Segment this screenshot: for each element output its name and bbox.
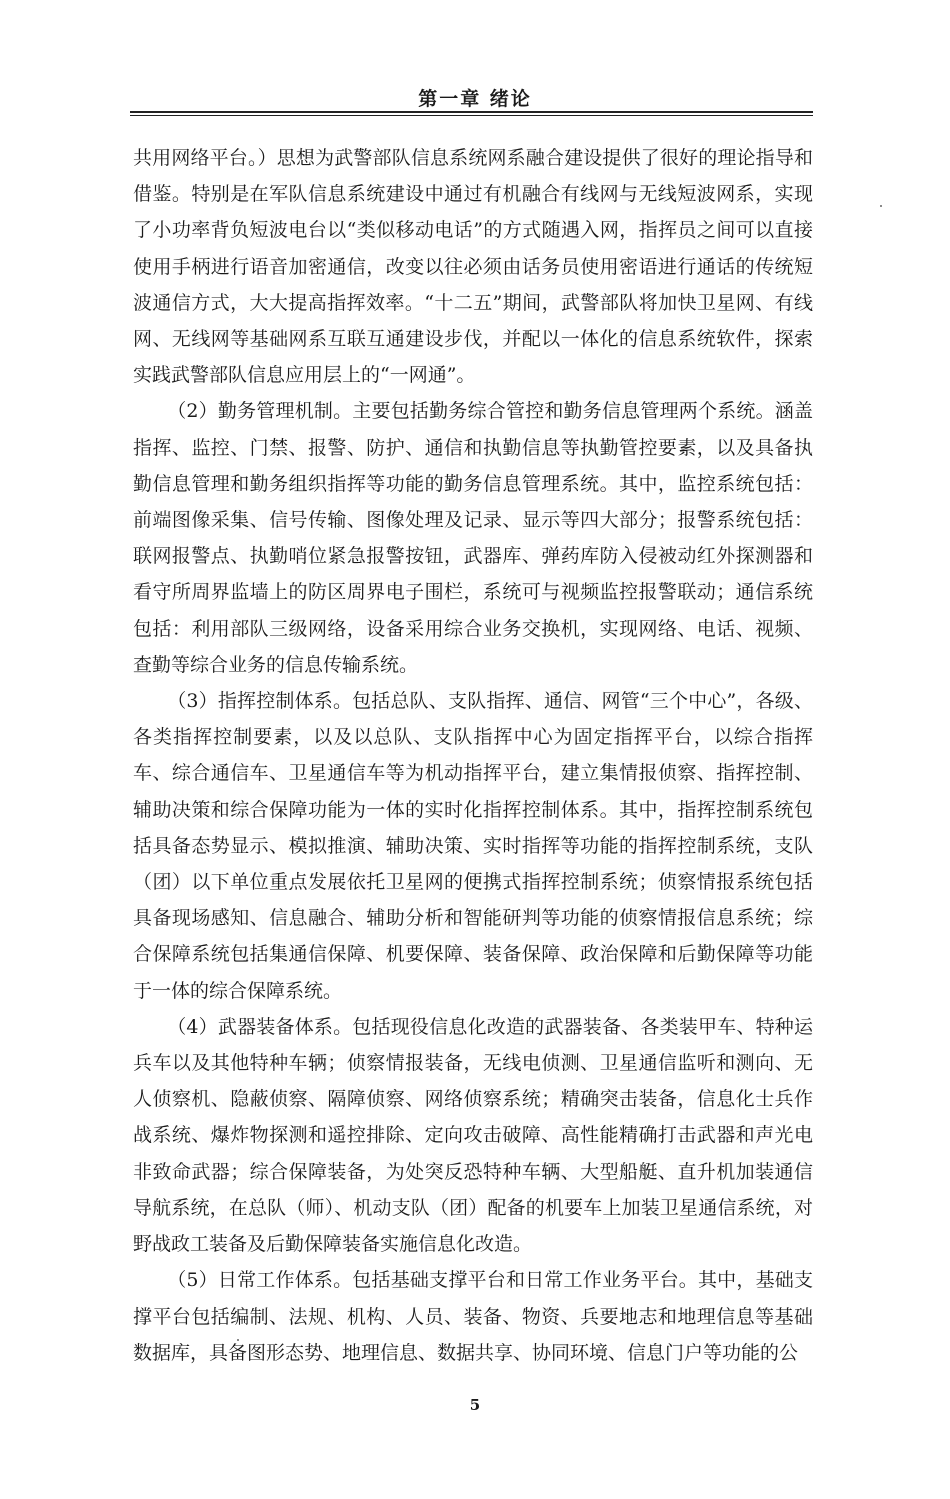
paragraph-weapon-equipment: （4）武器装备体系。包括现役信息化改造的武器装备、各类装甲车、特种运兵车以及其他特种车辆；侦察情报装备，无线电侦测、卫星通信监听和测向、无人侦察机、隐蔽侦察、隔障侦察、网络侦察系统；精确突击装备，信息化士兵作战系统、爆炸物探测和遥控排除、定向攻击破障、高性能精确打击武器和声光电非致命武器；综合保障装备，为处突反恐特种车辆、大型船艇、直升机加装通信导航系统，在总队（师）、机动支队（团）配备的机要车上加装卫星通信系统，对野战政工装备及后勤保障装备实施信息化改造。 xyxy=(133,1015,813,1256)
scan-speck xyxy=(880,205,882,207)
scan-speck xyxy=(237,1339,239,1341)
header-rule-thin xyxy=(130,115,813,116)
header-rule xyxy=(130,111,813,113)
paragraph-daily-work: （5）日常工作体系。包括基础支撑平台和日常工作业务平台。其中，基础支撑平台包括编制、法规、机构、人员、装备、物资、兵要地志和地理信息等基础数据库，具备图形态势、地理信息、数据共享、协同环境、信息门户等功能的公 xyxy=(133,1269,813,1364)
page-number: 5 xyxy=(469,1396,481,1414)
paragraph-duty-management: （2）勤务管理机制。主要包括勤务综合管控和勤务信息管理两个系统。涵盖指挥、监控、门禁、报警、防护、通信和执勤信息等执勤管控要素，以及具备执勤信息管理和勤务组织指挥等功能的勤务信息管理系统。其中，监控系统包括：前端图像采集、信号传输、图像处理及记录、显示等四大部分；报警系统包括：联网报警点、执勤哨位紧急报警按钮，武器库、弹药库防入侵被动红外探测器和看守所周界监墙上的防区周界电子围栏，系统可与视频监控报警联动；通信系统包括：利用部队三级网络，设备采用综合业务交换机，实现网络、电话、视频、查勤等综合业务的信息传输系统。 xyxy=(133,400,813,676)
page-header-title: 第一章 绪论 xyxy=(418,88,532,110)
body-text xyxy=(133,140,813,1371)
paragraph-continuation: 共用网络平台。）思想为武警部队信息系统网系融合建设提供了很好的理论指导和借鉴。特别是在军队信息系统建设中通过有机融合有线网与无线短波网系，实现了小功率背负短波电台以“类似移动电话”的方式随遇入网，指挥员之间可以直接使用手柄进行语音加密通信，改变以往必须由话务员使用密语进行通话的传统短波通信方式，大大提高指挥效率。“十二五”期间，武警部队将加快卫星网、有线网、无线网等基础网系互联互通建设步伐，并配以一体化的信息系统软件，探索实践武警部队信息应用层上的“一网通”。 xyxy=(133,147,813,387)
paragraph-command-control: （3）指挥控制体系。包括总队、支队指挥、通信、网管“三个中心”，各级、各类指挥控制要素，以及以总队、支队指挥中心为固定指挥平台，以综合指挥车、综合通信车、卫星通信车等为机动指挥平台，建立集情报侦察、指挥控制、辅助决策和综合保障功能为一体的实时化指挥控制体系。其中，指挥控制系统包括具备态势显示、模拟推演、辅助决策、实时指挥等功能的指挥控制系统，支队（团）以下单位重点发展依托卫星网的便携式指挥控制系统；侦察情报系统包括具备现场感知、信息融合、辅助分析和智能研判等功能的侦察情报信息系统；综合保障系统包括集通信保障、机要保障、装备保障、政治保障和后勤保障等功能于一体的综合保障系统。 xyxy=(133,690,813,1002)
